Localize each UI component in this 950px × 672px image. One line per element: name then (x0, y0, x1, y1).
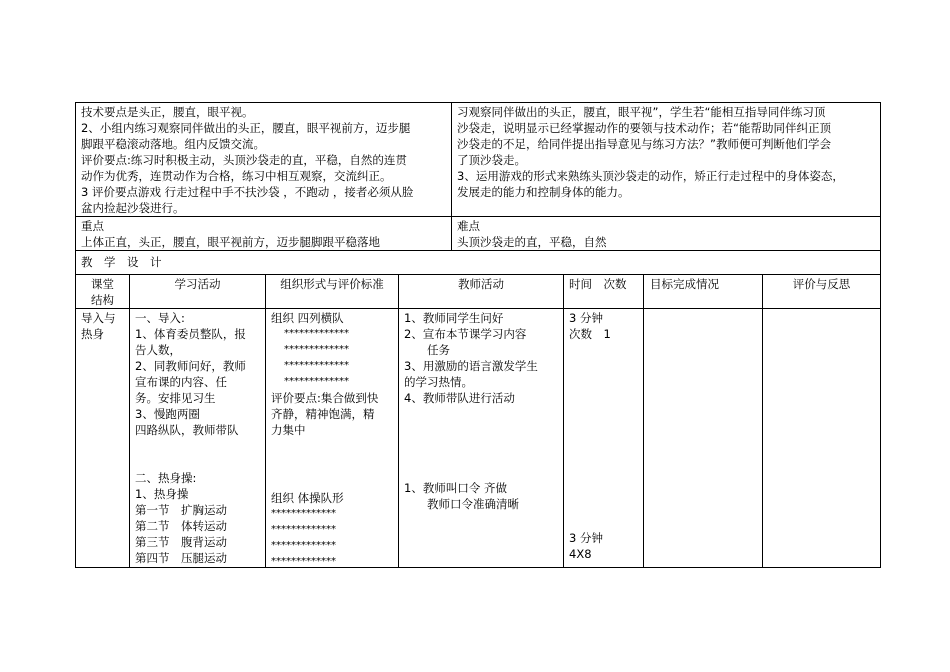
text-line: 的学习热情。 (404, 375, 473, 389)
design-title-cell (76, 252, 880, 274)
difficulty-text: 头顶沙袋走的直，平稳，自然 (457, 235, 607, 249)
text-line: 四路纵队，教师带队 (135, 423, 239, 437)
text-line: 力集中 (271, 423, 306, 437)
row-activity-warmup (130, 469, 265, 567)
text-line: 3 评价要点游戏 行走过程中手不扶沙袋 ，不跑动 ，接者必须从脸 (81, 185, 414, 199)
text-line: 2、宣布本节课学习内容 (404, 327, 527, 341)
text-line: 第三节 腹背运动 (135, 535, 227, 549)
text-line: 一、导入: (135, 311, 185, 325)
text-line: 盆内捡起沙袋进行。 (81, 201, 185, 215)
text-line: 任务 (404, 343, 450, 357)
text-line: 次数 1 (569, 327, 611, 341)
text-line: 3、运用游戏的形式来熟练头顶沙袋走的动作，矫正行走过程中的身体姿态， (457, 169, 844, 183)
text-line: 第四节 压腿运动 (135, 551, 227, 565)
difficulty-cell (452, 217, 880, 250)
text-line: 沙袋走，说明显示已经掌握动作的要领与技术动作；若“能帮助同伴纠正顶 (457, 121, 831, 135)
text-line: 脚跟平稳滚动落地。组内反馈交流。 (81, 137, 265, 151)
header-organization (266, 275, 398, 308)
text-line: 教师口令准确清晰 (404, 497, 519, 511)
text-line: 第一节 扩胸运动 (135, 503, 227, 517)
header-time (564, 275, 643, 308)
row-activity-intro (130, 309, 265, 439)
header-text: 评价与反思 (792, 277, 851, 291)
formation-row: ************* (284, 344, 349, 355)
formation-row: ************* (271, 540, 336, 551)
formation-row: ************* (284, 376, 349, 387)
text-line: 1、热身操 (135, 487, 189, 501)
text-line: 告人数， (135, 343, 181, 357)
text-line: 务。安排见习生 (135, 391, 216, 405)
header-text: 结构 (91, 293, 114, 307)
key-point-label: 重点 (81, 219, 104, 233)
difficulty-label: 难点 (457, 219, 480, 233)
text-line: 宣布课的内容、任 (135, 375, 227, 389)
header-activity (130, 275, 265, 308)
row-reflection-empty (763, 309, 880, 567)
key-point-cell (76, 217, 451, 250)
text-line: 4X8 (569, 547, 592, 561)
top-left-text (76, 103, 451, 216)
formation-row: ************* (284, 360, 349, 371)
text-line: 1、教师叫口令 齐做 (404, 481, 507, 495)
header-text: 学习活动 (174, 277, 221, 291)
formation-row: ************* (271, 524, 336, 535)
header-text: 时间 次数 (569, 277, 627, 291)
key-point-text: 上体正直，头正，腰直，眼平视前方，迈步腿脚跟平稳落地 (81, 235, 380, 249)
text-line: 齐静，精神饱满，精 (271, 407, 375, 421)
text-line: 1、体育委员整队，报 (135, 327, 246, 341)
text-line: 1、教师同学生问好 (404, 311, 504, 325)
header-text: 课堂 (91, 277, 114, 291)
header-text: 教师活动 (458, 277, 504, 291)
text-line: 组织 体操队形 (271, 491, 344, 505)
formation-row: ************* (271, 556, 336, 567)
table-border-bottom (75, 567, 881, 568)
header-reflection (763, 275, 880, 308)
table-border-right (880, 102, 881, 568)
text-line: 技术要点是头正，腰直，眼平视。 (81, 105, 254, 119)
row-teacher-warmup (399, 479, 563, 515)
header-goal (644, 275, 762, 308)
row-time-intro (564, 309, 643, 345)
header-structure (76, 275, 129, 308)
text-line: 2、小组内练习观察同伴做出的头正，腰直，眼平视前方，迈步腿 (81, 121, 411, 135)
text-line: 3、慢跑两圈 (135, 407, 200, 421)
row-organization-intro (266, 309, 398, 439)
text-line: 导入与 (81, 311, 116, 325)
text-line: 4、教师带队进行活动 (404, 391, 515, 405)
text-line: 组织 四列横队 (271, 311, 344, 325)
text-line: 2、同教师问好，教师 (135, 359, 246, 373)
text-line: 第二节 体转运动 (135, 519, 227, 533)
text-line: 3、用激励的语言激发学生 (404, 359, 538, 373)
text-line: 动作为优秀，连贯动作为合格，练习中相互观察，交流纠正。 (81, 169, 392, 183)
text-line: 3 分钟 (569, 531, 603, 545)
table-rule (75, 250, 881, 251)
text-line: 习观察同伴做出的头正，腰直，眼平视”，学生若“能相互指导同伴练习顶 (457, 105, 826, 119)
text-line: 沙袋走的不足，给同伴提出指导意见与练习方法？”教师便可判断他们学会 (457, 137, 831, 151)
formation-row: ************* (271, 508, 336, 519)
row-time-warmup (564, 529, 643, 565)
header-text: 目标完成情况 (650, 277, 719, 291)
text-line: 3 分钟 (569, 311, 603, 325)
row-goal-empty (644, 309, 762, 567)
row-teacher-intro (399, 309, 563, 409)
formation-row: ************* (284, 328, 349, 339)
row-structure (76, 309, 129, 567)
text-line: 了顶沙袋走。 (457, 153, 526, 167)
top-right-text (452, 103, 880, 216)
text-line: 发展走的能力和控制身体的能力。 (457, 185, 630, 199)
row-organization-warmup (266, 489, 398, 567)
text-line: 评价要点:练习时积极主动，头顶沙袋走的直，平稳，自然的连贯 (81, 153, 407, 167)
text-line: 热身 (81, 327, 104, 341)
text-line: 二、热身操: (135, 471, 197, 485)
header-text: 组织形式与评价标准 (280, 277, 384, 291)
header-teacher (399, 275, 563, 308)
design-title: 教 学 设 计 (81, 255, 162, 269)
text-line: 评价要点:集合做到快 (271, 391, 379, 405)
